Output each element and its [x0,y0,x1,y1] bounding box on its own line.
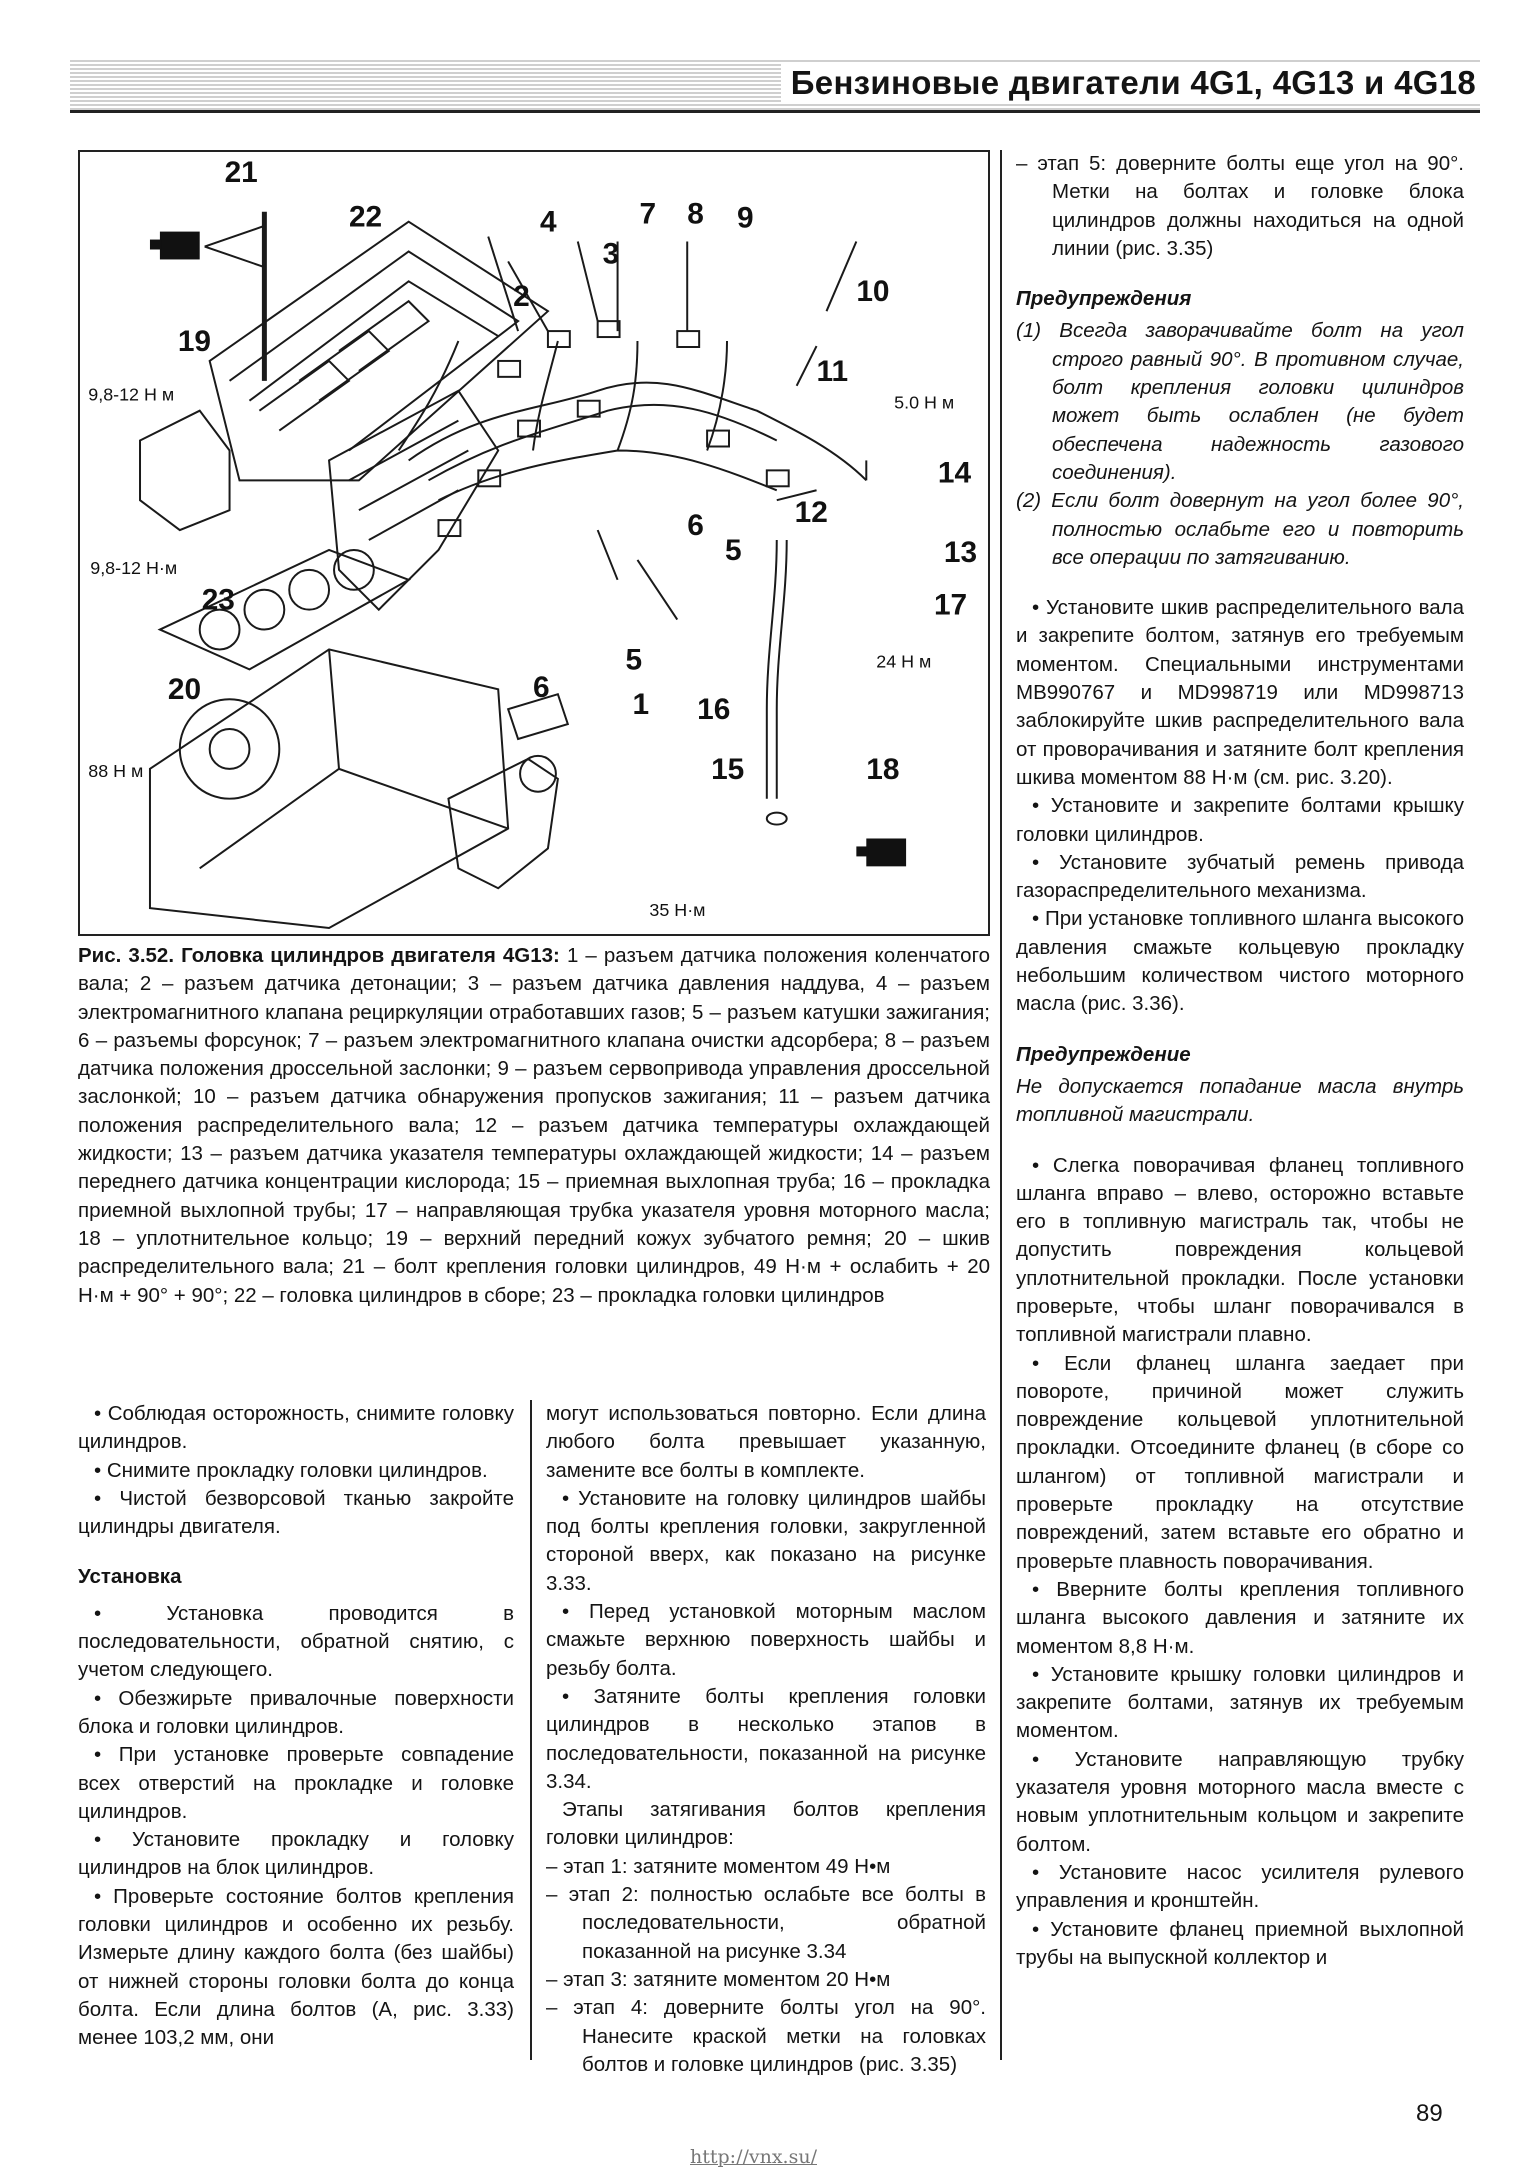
callout-6b: 6 [687,509,704,543]
header-rule [70,110,1480,113]
paragraph: Этапы затягивания болтов крепления головки цилиндров: [546,1798,986,1850]
callout-5a: 5 [625,643,643,677]
torque-label: 24 Н м [876,651,932,672]
paragraph: • Обезжирьте привалочные поверхности блока и головки цилиндров. [78,1686,514,1738]
warning-item: (1) Всегда заворачивайте болт на угол строго равный 90°. В противном случае, болт крепления головки цилиндров может быть ослаблен (не будет обеспечена надежность газового соединения). [1016,319,1464,484]
callout-8: 8 [687,197,704,231]
paragraph: • Снимите прокладку головки цилиндров. [94,1458,488,1482]
torque-label: 88 Н м [88,760,144,781]
step-item: – этап 1: затяните моментом 49 Н•м [546,1854,891,1878]
callout-19: 19 [177,324,212,358]
warning-heading: Предупреждения [1016,287,1192,311]
paragraph: • Чистой безворсовой тканью закройте цилиндры двигателя. [78,1486,514,1539]
paragraph: • Установите зубчатый ремень привода газораспределительного механизма. [1016,850,1464,903]
left-column [78,1400,514,2053]
paragraph: • Установите шкив распределительного вала и закрепите болтом, затянув его требуемым моментом. Специальными инструментами MB990767 и MD998719 или MD998713 заблокируйте шкив распределительного вала от проворачивания и затяните болт крепления шкива моментом 88 Н·м (см. рис. 3.20). [1016,596,1464,789]
warning-text: Не допускается попадание масла внутрь топливной магистрали. [1016,1074,1464,1127]
section-heading: Установка [78,1565,182,1589]
warning-item: (2) Если болт довернут на угол более 90°, полностью ослабьте его и повторить все операции по затягиванию. [1016,489,1464,569]
callout-13: 13 [943,535,978,569]
callout-2: 2 [513,280,530,314]
callout-7: 7 [639,197,657,231]
callout-6a: 6 [533,671,550,705]
paragraph: • Затяните болты крепления головки цилиндров в несколько этапов в последовательности, показанной на рисунке 3.34. [546,1684,986,1793]
paragraph: • Установите и закрепите болтами крышку головки цилиндров. [1016,794,1464,846]
timing-cover-drawing [140,411,230,530]
paragraph: • Перед установкой моторным маслом смажьте верхнюю поверхность шайбы и резьбу болта. [546,1600,986,1680]
callout-14: 14 [937,456,972,490]
callout-9: 9 [736,201,754,235]
dipstick-tube-drawing [767,540,777,799]
source-url[interactable]: http://vnx.su/ [690,2146,817,2168]
caption-title: Рис. 3.52. Головка цилиндров двигателя 4G13: [78,944,560,967]
paragraph: • Установите фланец приемной выхлопной трубы на выпускной коллектор и [1016,1917,1464,1969]
callout-15: 15 [711,752,745,786]
paragraph: • Проверьте состояние болтов крепления головки цилиндров и особенно их резьбу. Измерьте длину каждого болта (без шайбы) от нижней стороны головки болта до конца болта. Если длина болтов (А, рис. 3.33) менее 103,2 мм, они [78,1884,514,2050]
wiring-harness-drawing [409,383,867,481]
engine-block-drawing [150,649,508,928]
wrench-icon [856,838,906,866]
step-item: – этап 3: затяните моментом 20 Н•м [546,1967,891,1991]
paragraph: • Установите на головку цилиндров шайбы под болты крепления головки, закругленной стороной вверх, как показано на рисунке 3.33. [546,1486,986,1595]
figure-frame [78,150,990,936]
column-divider [1000,150,1002,2060]
step-item: – этап 2: полностью ослабьте все болты в последовательности, обратной показанной на рисунке 3.34 [546,1883,986,1963]
callout-10: 10 [856,275,890,309]
page-number: 89 [1416,2100,1443,2127]
torque-label: 9,8-12 Н·м [90,557,178,578]
step-item: – этап 4: доверните болты угол на 90°. Нанесите краской метки на головках болтов и головке цилиндров (рис. 3.35) [546,1996,986,2076]
exhaust-manifold-drawing [329,391,498,610]
callout-21: 21 [224,155,258,189]
paragraph: • При установке проверьте совпадение всех отверстий на прокладке и головке цилиндров. [78,1743,514,1823]
paragraph: • Установите направляющую трубку указателя уровня моторного масла вместе с новым уплотнительным кольцом и закрепите болтом. [1016,1747,1464,1856]
paragraph: • Установите прокладку и головку цилиндров на блок цилиндров. [78,1828,514,1880]
paragraph: • Если фланец шланга заедает при повороте, причиной может служить повреждение кольцевой уплотнительной прокладки. Отсоедините фланец (в сборе со шлангом) от топливной магистрали и проверьте прокладку на отсутствие повреждений, затем вставьте его обратно и проверьте плавность поворачивания. [1016,1351,1464,1573]
callout-22: 22 [348,200,383,234]
front-exhaust-pipe-drawing [448,759,557,888]
callout-1: 1 [632,688,650,722]
callout-4: 4 [539,205,557,239]
callout-17: 17 [933,588,968,622]
paragraph: • Установите крышку головки цилиндров и закрепите болтами, затянув их требуемым моментом. [1016,1662,1464,1743]
callout-16: 16 [697,693,731,727]
callout-18: 18 [866,752,900,786]
paragraph: • Вверните болты крепления топливного шланга высокого давления и затяните их моментом 8,8 Н·м. [1016,1577,1464,1658]
callout-5b: 5 [725,533,742,567]
paragraph: • Слегка поворачивая фланец топливного шланга вправо – влево, осторожно вставьте его в топливную магистраль так, чтобы не допустить повреждения кольцевой уплотнительной прокладки. После установки проверьте, чтобы шланг поворачивался в топливной магистрали плавно. [1016,1153,1464,1347]
callout-12: 12 [794,496,828,530]
caption-body: 1 – разъем датчика положения коленчатого вала; 2 – разъем датчика детонации; 3 – разъем датчика давления наддува, 4 – разъем электромагнитного клапана рециркуляции отработавших газов; 5 – разъем катушки зажигания; 6 – разъемы форсунок; 7 – разъем электромагнитного клапана очистки адсорбера; 8 – разъем датчика положения дроссельной заслонки; 9 – разъем сервопривода управления дроссельной заслонкой; 10 – разъем датчика обнаружения пропусков зажигания; 11 – разъем датчика положения распределительного вала; 12 – разъем датчика температуры охлаждающей жидкости; 13 – разъем датчика указателя температуры охлаждающей жидкости; 14 – разъем переднего датчика концентрации кислорода; 15 – приемная выхлопная труба; 16 – прокладка приемной выхлопной трубы; 17 – направляющая трубка указателя уровня моторного масла; 18 – уплотнительное кольцо; 19 – верхний передний кожух зубчатого ремня; 20 – шкив распределительного вала; 21 – болт крепления головки цилиндров, 49 Н·м + ослабить + 20 Н·м + 90° + 90°; 22 – головка цилиндров в сборе; 23 – прокладка головки цилиндров [78,944,991,1307]
torque-label: 5.0 Н м [894,392,955,413]
page-header-title: Бензиновые двигатели 4G1, 4G13 и 4G18 [781,64,1480,102]
callout-11: 11 [816,354,849,388]
figure-caption [78,942,990,1310]
cylinder-head-drawing [210,222,548,481]
engine-exploded-diagram [80,152,988,934]
right-column [1016,150,1464,1972]
callout-23: 23 [201,583,235,617]
paragraph: • Соблюдая осторожность, снимите головку цилиндров. [78,1402,514,1454]
paragraph: • При установке топливного шланга высокого давления смажьте кольцевую прокладку небольшим количеством чистого моторного масла (рис. 3.36). [1016,907,1464,1016]
column-divider [530,1400,532,2060]
paragraph: могут использоваться повторно. Если длина любого болта превышает указанную, замените все болты в комплекте. [546,1402,986,1482]
step-item: – этап 5: доверните болты еще угол на 90°. Метки на болтах и головке блока цилиндров должны находиться на одной линии (рис. 3.35) [1016,152,1464,260]
paragraph: • Установка проводится в последовательности, обратной снятию, с учетом следующего. [78,1601,514,1682]
callout-20: 20 [167,673,202,707]
paragraph: • Установите насос усилителя рулевого управления и кронштейн. [1016,1860,1464,1913]
torque-label: 9,8-12 Н м [88,384,175,405]
middle-column [546,1400,986,2079]
torque-label: 35 Н·м [649,900,706,921]
warning-heading: Предупреждение [1016,1042,1191,1066]
callout-3: 3 [602,237,620,271]
wrench-icon [150,232,200,260]
